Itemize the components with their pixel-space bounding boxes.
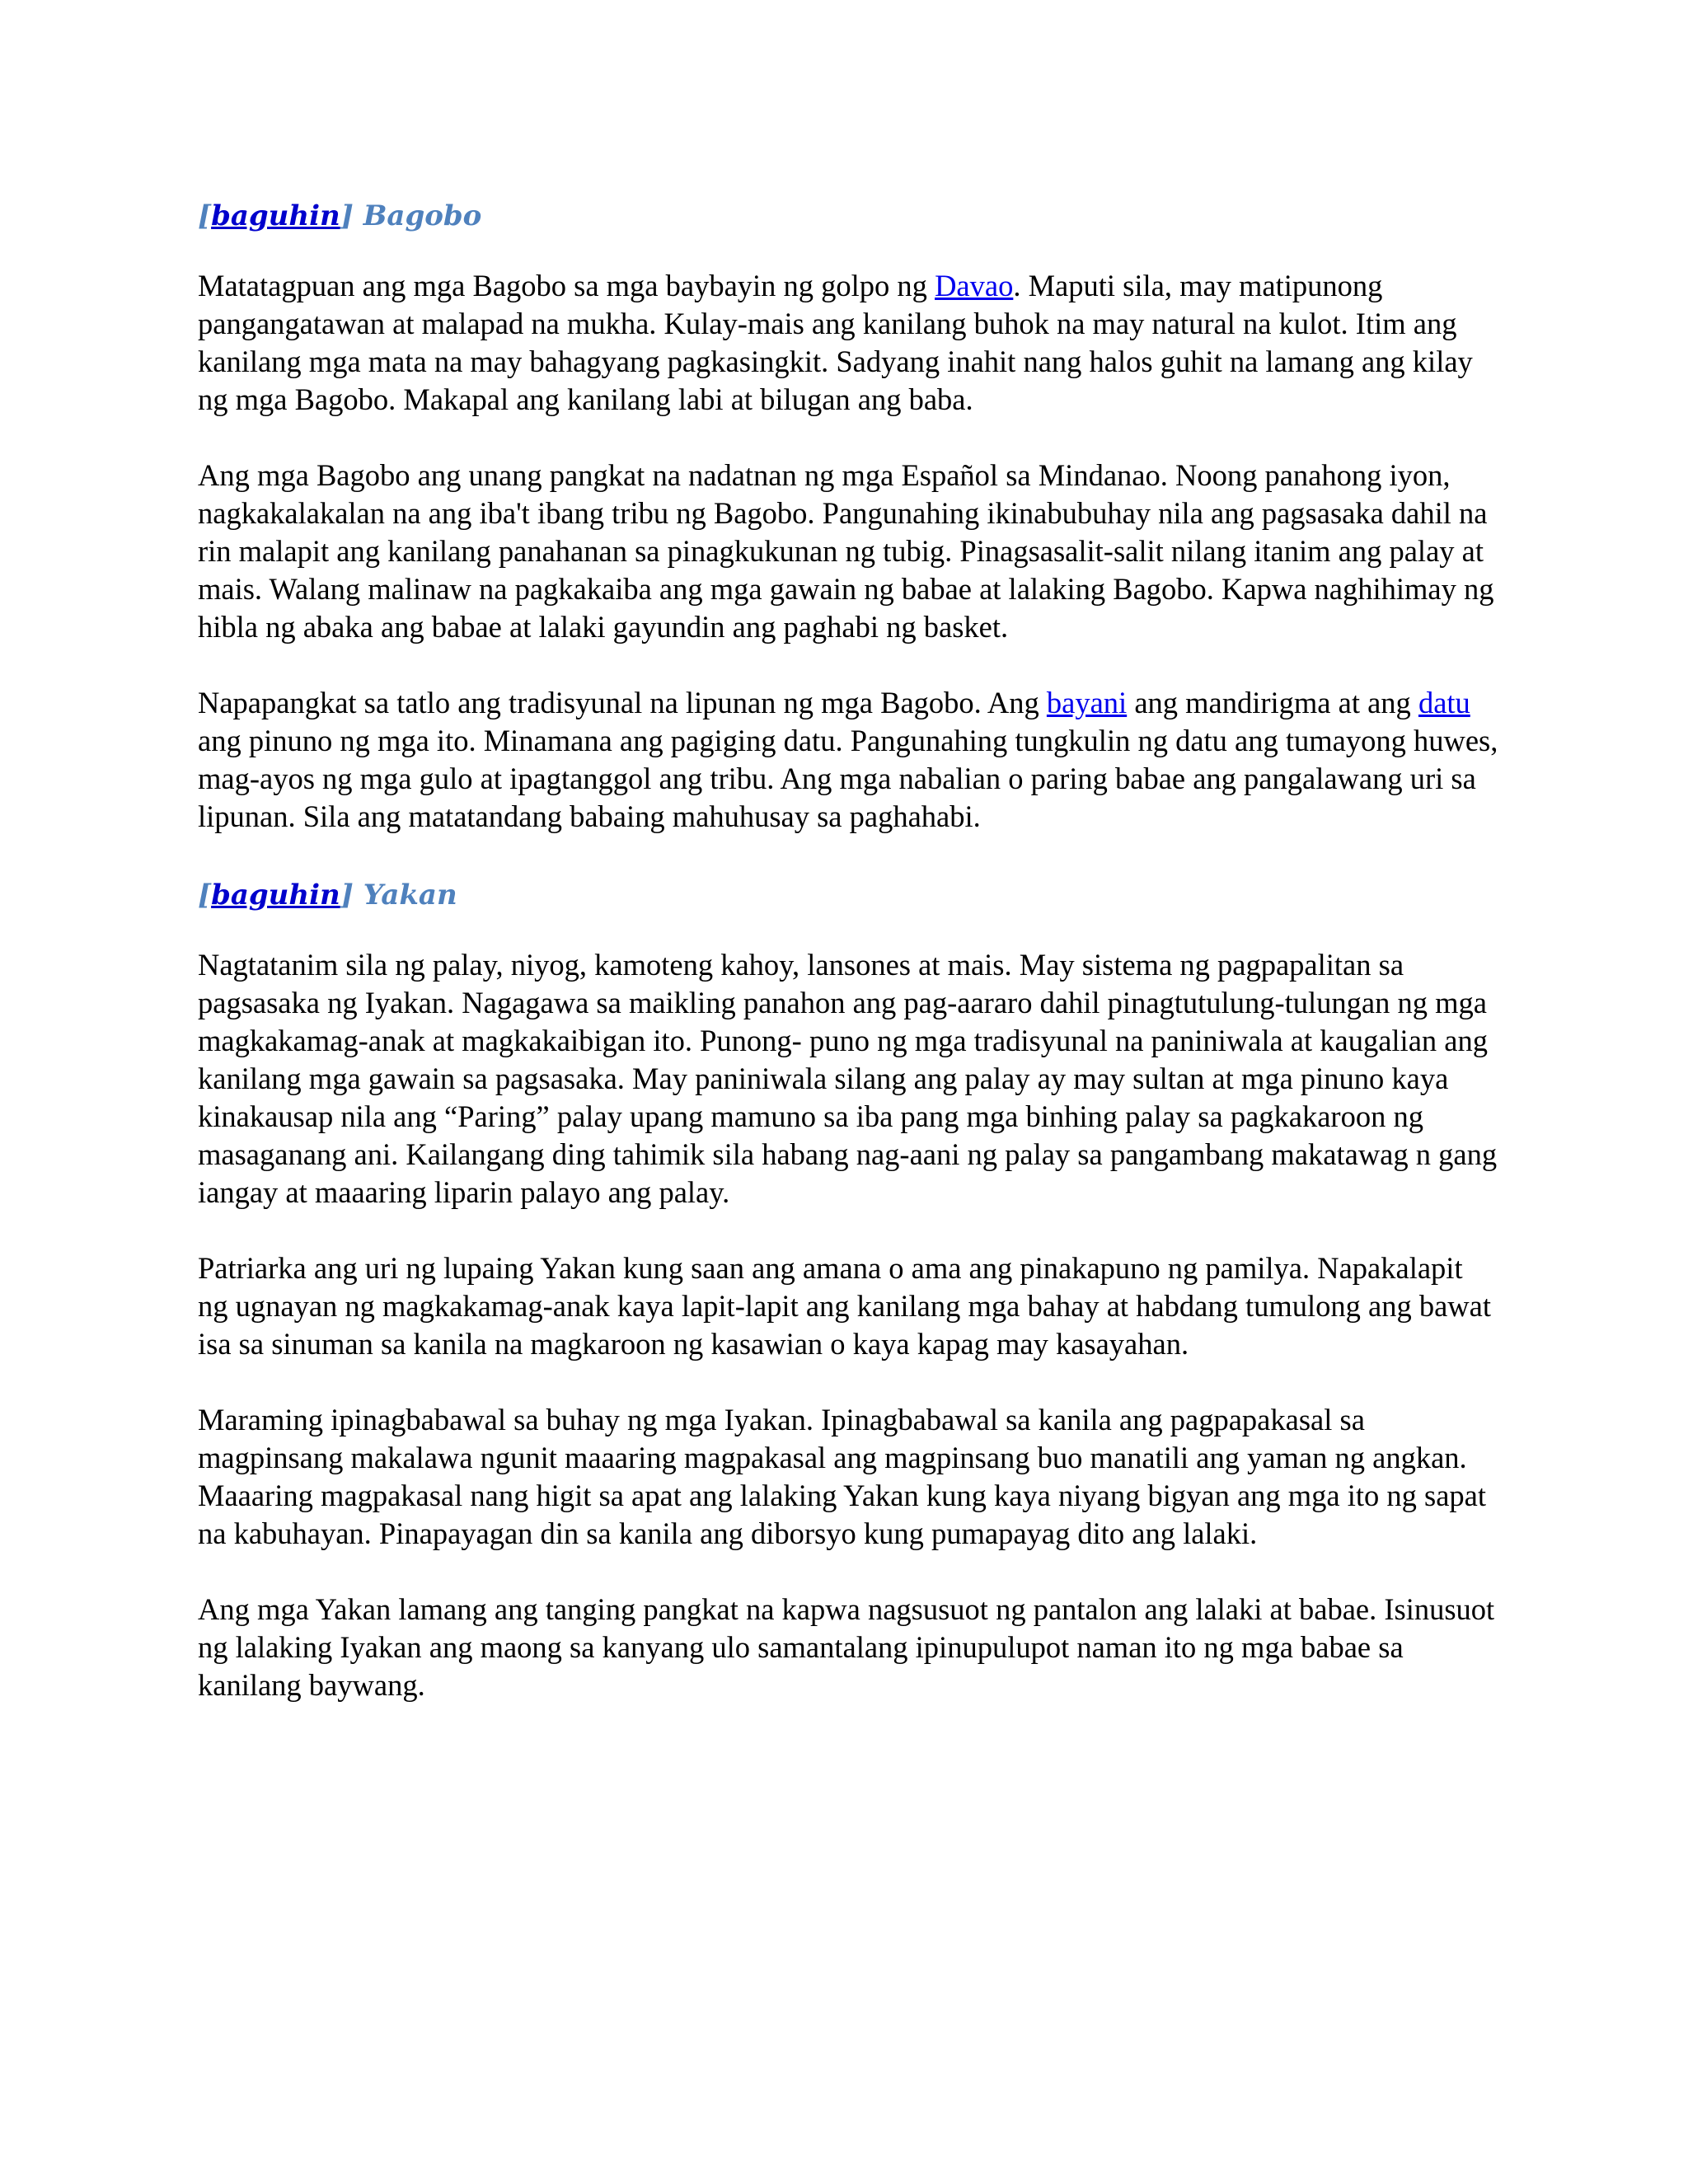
link-datu[interactable]: datu [1418,686,1470,719]
bracket-open: [ [198,879,212,912]
bracket-close: ] [340,199,354,232]
section-title-yakan: Yakan [363,879,457,912]
paragraph-bagobo-1 [198,267,1500,419]
paragraph-bagobo-2: Ang mga Bagobo ang unang pangkat na nadatnan ng mga Español sa Mindanao. Noong panahong iyon, nagkakalakalan na ang iba't ibang tribu ng Bagobo. Pangunahing ikinabubuhay nila ang pagsasaka dahil na rin malapit ang kanilang panahanan sa pinagkukunan ng tubig. Pinagsasalit-salit nilang itanim ang palay at mais. Walang malinaw na pagkakaiba ang mga gawain ng babae at lalaking Bagobo. Kapwa naghihimay ng hibla ng abaka ang babae at lalaki gayundin ang paghabi ng basket. [198,458,1494,644]
paragraph-text: Matatagpuan ang mga Bagobo sa mga baybayin ng golpo ng [198,269,935,302]
paragraph-text: . Maputi sila, may matipunong pangangatawan at malapad na mukha. Kulay-mais ang kanilang buhok na may natural na kulot. Itim ang kanilang mga mata na may bahagyang pagkasingkit. Sadyang inahit nang halos guhit na lamang ang kilay ng mga Bagobo. Makapal ang kanilang labi at bilugan ang baba. [198,269,1473,416]
paragraph-bagobo-3 [198,684,1500,836]
paragraph-yakan-3: Maraming ipinagbabawal sa buhay ng mga Iyakan. Ipinagbabawal sa kanila ang pagpapakasal sa magpinsang makalawa ngunit maaaring magpakasal ang magpinsang buo manatili ang yaman ng angkan. Maaaring magpakasal nang higit sa apat ang lalaking Yakan kung kaya niyang bigyan ang mga ito ng sapat na kabuhayan. Pinapayagan din sa kanila ang diborsyo kung pumapayag dito ang lalaki. [198,1403,1487,1550]
paragraph-yakan-4: Ang mga Yakan lamang ang tanging pangkat na kapwa nagsusuot ng pantalon ang lalaki at babae. Isinusuot ng lalaking Iyakan ang maong sa kanyang ulo samantalang ipinupulupot naman ito ng mga babae sa kanilang baywang. [198,1592,1495,1702]
edit-link-bagobo[interactable]: baguhin [211,199,340,232]
section-title-bagobo: Bagobo [363,199,482,232]
link-davao[interactable]: Davao [935,269,1014,302]
paragraph-yakan-2: Patriarka ang uri ng lupaing Yakan kung saan ang amana o ama ang pinakapuno ng pamilya. Napakalapit ng ugnayan ng magkakamag-anak kaya lapit-lapit ang kanilang mga bahay at habdang tumulong ang bawat isa sa sinuman sa kanila na magkaroon ng kasawian o kaya kapag may kasayahan. [198,1251,1491,1361]
bracket-close: ] [340,879,354,912]
paragraph-text: ang mandirigma at ang [1127,686,1418,719]
section-heading-yakan [198,874,1500,916]
paragraph-text: Napapangkat sa tatlo ang tradisyunal na lipunan ng mga Bagobo. Ang [198,686,1047,719]
section-heading-bagobo [198,194,1500,237]
link-bayani[interactable]: bayani [1046,686,1128,719]
paragraph-yakan-1: Nagtatanim sila ng palay, niyog, kamoteng kahoy, lansones at mais. May sistema ng pagpapalitan sa pagsasaka ng Iyakan. Nagagawa sa maikling panahon ang pag-aararo dahil pinagtutulung-tulungan ng mga magkakamag-anak at magkakaibigan ito. Punong- puno ng mga tradisyunal na paniniwala at kaugalian ang kanilang mga gawain sa pagsasaka. May paniniwala silang ang palay ay may sultan at mga pinuno kaya kinakausap nila ang “Paring” palay upang mamuno sa iba pang mga binhing palay sa pagkakaroon ng masaganang ani. Kailangang ding tahimik sila habang nag-aani ng palay sa pangambang makatawag n gang iangay at maaaring liparin palayo ang palay. [198,948,1498,1209]
document-page [198,194,1500,1742]
edit-link-yakan[interactable]: baguhin [211,879,340,912]
paragraph-text: ang pinuno ng mga ito. Minamana ang pagiging datu. Pangunahing tungkulin ng datu ang tumayong huwes, mag-ayos ng mga gulo at ipagtanggol ang tribu. Ang mga nabalian o paring babae ang pangalawang uri sa lipunan. Sila ang matatandang babaing mahuhusay sa paghahabi. [198,724,1498,833]
bracket-open: [ [198,199,212,232]
